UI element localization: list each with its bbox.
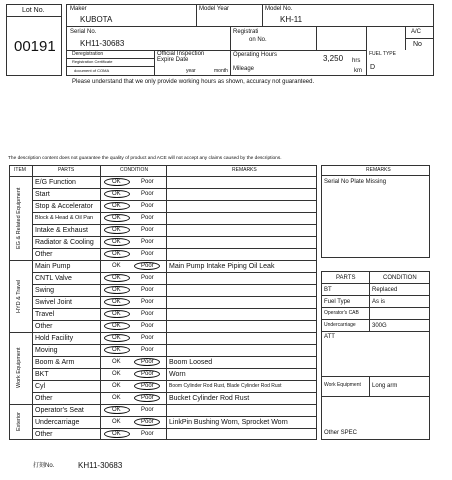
model-year-label: Model Year (199, 6, 230, 12)
poor-option: Poor (141, 419, 154, 425)
part-label: Swing (35, 287, 55, 294)
part-label: Other (35, 395, 53, 402)
disclaimer: The description content does not guarantee the quality of product and ACE will not accept any claims caused by the descriptions. (8, 156, 282, 161)
part-label: Operator's Seat (35, 407, 84, 414)
col-header-condition: CONDITION (120, 167, 149, 173)
km-label: km (354, 68, 362, 74)
right-part-fuel-type: Fuel Type (324, 299, 351, 305)
ok-option: OK (112, 311, 121, 317)
ok-option: OK (112, 239, 121, 245)
selected-condition-circle (104, 286, 130, 294)
ok-option: OK (112, 263, 121, 269)
ok-option: OK (112, 287, 121, 293)
year-label: year (186, 68, 196, 74)
ac-label: A/C (411, 29, 422, 35)
selected-condition-circle (104, 190, 130, 198)
remark-text: LinkPin Bushing Worn, Sprocket Worn (169, 419, 288, 426)
ok-option: OK (112, 419, 121, 425)
ac-value: No (413, 41, 422, 48)
right-part-bt: BT (324, 287, 332, 293)
selected-condition-circle (104, 274, 130, 282)
operating-hours-value: 3,250 (323, 54, 344, 63)
cosma-label: document of COMA (74, 68, 110, 73)
ok-option: OK (112, 395, 121, 401)
ok-option: OK (112, 431, 121, 437)
ok-option: OK (112, 179, 121, 185)
group-label: EG & Related Equipment (16, 187, 22, 249)
part-label: Intake & Exhaust (35, 227, 88, 234)
poor-option: Poor (141, 251, 154, 257)
ok-option: OK (112, 299, 121, 305)
part-label: Boom & Arm (35, 359, 75, 366)
part-label: BKT (35, 371, 49, 378)
right-cond-undercarriage: 300G (372, 323, 387, 329)
selected-condition-circle (104, 298, 130, 306)
part-label: Other (35, 251, 53, 258)
part-label: Moving (35, 347, 58, 354)
selected-condition-circle (104, 214, 130, 222)
selected-condition-circle (104, 310, 130, 318)
poor-option: Poor (141, 323, 154, 329)
part-label: E/G Function (35, 179, 76, 186)
operating-hours-label: Operating Hours (233, 52, 278, 58)
selected-condition-circle (134, 358, 160, 366)
selected-condition-circle (134, 394, 160, 402)
remark-text: Main Pump Intake Piping Oil Leak (169, 263, 275, 270)
right-cond-bt: Replaced (372, 287, 398, 293)
poor-option: Poor (141, 287, 154, 293)
lot-number: 00191 (14, 38, 56, 55)
ok-option: OK (112, 383, 121, 389)
poor-option: Poor (141, 395, 154, 401)
deregistration-label: Deregistration (72, 51, 104, 57)
part-label: Cyl (35, 383, 46, 390)
poor-option: Poor (141, 215, 154, 221)
fuel-type-value: D (370, 64, 376, 71)
maker-label: Maker (70, 6, 87, 12)
poor-option: Poor (141, 335, 154, 341)
ok-option: OK (112, 335, 121, 341)
group-label: Exterior (16, 412, 22, 432)
stamp-value: KH11-30683 (78, 461, 123, 470)
right-parts-header: PARTS (336, 275, 356, 281)
poor-option: Poor (141, 371, 154, 377)
col-header-remarks: REMARKS (232, 167, 257, 173)
group-label: HYD & Travel (16, 279, 22, 313)
registration-label-2: on No. (249, 37, 267, 43)
part-label: Radiator & Cooling (35, 239, 94, 246)
other-spec-label: Other SPEC (324, 430, 358, 436)
month-label: month (214, 68, 228, 74)
poor-option: Poor (141, 299, 154, 305)
selected-condition-circle (104, 346, 130, 354)
hrs-label: hrs (352, 58, 361, 64)
remark-text: Bucket Cylinder Rod Rust (169, 395, 250, 402)
model-no-value: KH-11 (280, 15, 303, 24)
ok-option: OK (112, 359, 121, 365)
part-label: Stop & Accelerator (35, 203, 93, 210)
part-label: Hold Facility (35, 335, 74, 342)
selected-condition-circle (134, 382, 160, 390)
model-no-label: Model No. (265, 6, 293, 12)
ok-option: OK (112, 323, 121, 329)
part-label: Main Pump (35, 263, 71, 270)
poor-option: Poor (141, 359, 154, 365)
poor-option: Poor (141, 203, 154, 209)
part-label: Other (35, 431, 53, 438)
part-label: Undercarriage (35, 419, 80, 426)
ok-option: OK (112, 203, 121, 209)
maker-value: KUBOTA (80, 15, 113, 24)
att-label: ATT (324, 334, 335, 340)
stamp-label: 打刻No. (33, 463, 55, 469)
part-label: Swivel Joint (35, 299, 72, 306)
selected-condition-circle (134, 262, 160, 270)
selected-condition-circle (104, 334, 130, 342)
selected-condition-circle (134, 370, 160, 378)
selected-condition-circle (104, 406, 130, 414)
poor-option: Poor (141, 191, 154, 197)
remark-text: Boom Loosed (169, 359, 213, 366)
col-header-parts: PARTS (58, 167, 75, 173)
poor-option: Poor (141, 383, 154, 389)
ok-option: OK (112, 227, 121, 233)
part-label: Block & Head & Oil Pan (35, 215, 94, 221)
mileage-label: Mileage (233, 66, 255, 72)
part-label: Travel (35, 311, 55, 318)
selected-condition-circle (104, 226, 130, 234)
poor-option: Poor (141, 179, 154, 185)
right-cond-fuel-type: As is (372, 299, 386, 305)
official-inspection-label-1: Official Inspection (157, 51, 205, 57)
ok-option: OK (112, 407, 121, 413)
right-remarks-text: Serial No Plate Missing (324, 179, 387, 185)
selected-condition-circle (104, 238, 130, 246)
poor-option: Poor (141, 275, 154, 281)
ok-option: OK (112, 191, 121, 197)
right-part-undercarriage: Undercarriage (324, 322, 356, 328)
work-equipment-label: Work Equipment (324, 382, 361, 388)
right-condition-header: CONDITION (383, 275, 417, 281)
poor-option: Poor (141, 407, 154, 413)
poor-option: Poor (141, 263, 154, 269)
work-equipment-value: Long arm (372, 383, 398, 389)
ok-option: OK (112, 347, 121, 353)
part-label: Other (35, 323, 53, 330)
remark-text: Boom Cylinder Rod Rust, Blade Cylinder Rod Rust (169, 383, 282, 389)
ok-option: OK (112, 215, 121, 221)
selected-condition-circle (104, 430, 130, 438)
selected-condition-circle (104, 202, 130, 210)
official-inspection-label-2: Expire Date (157, 57, 189, 63)
ok-option: OK (112, 371, 121, 377)
selected-condition-circle (104, 250, 130, 258)
poor-option: Poor (141, 431, 154, 437)
selected-condition-circle (104, 178, 130, 186)
poor-option: Poor (141, 311, 154, 317)
working-hours-note: Please understand that we only provide working hours as shown, accuracy not guaranteed. (72, 79, 315, 85)
reg-certificate-label: Registration Certificate (72, 59, 113, 64)
part-label: CNTL Valve (35, 275, 72, 282)
part-label: Start (35, 191, 50, 198)
serial-label: Serial No. (70, 29, 97, 35)
poor-option: Poor (141, 239, 154, 245)
col-header-item: ITEM (14, 167, 26, 173)
poor-option: Poor (141, 227, 154, 233)
right-remarks-header: REMARKS (366, 167, 391, 173)
selected-condition-circle (104, 322, 130, 330)
serial-value: KH11-30683 (80, 39, 125, 48)
remark-text: Worn (169, 371, 186, 378)
ok-option: OK (112, 275, 121, 281)
fuel-type-label: FUEL TYPE (369, 51, 396, 57)
lot-label: Lot No. (22, 7, 45, 14)
ok-option: OK (112, 251, 121, 257)
selected-condition-circle (134, 418, 160, 426)
poor-option: Poor (141, 347, 154, 353)
right-part-operator-cab: Operator's CAB (324, 310, 359, 316)
group-label: Work Equipment (16, 347, 22, 389)
registration-label-1: Registrati (233, 29, 259, 35)
